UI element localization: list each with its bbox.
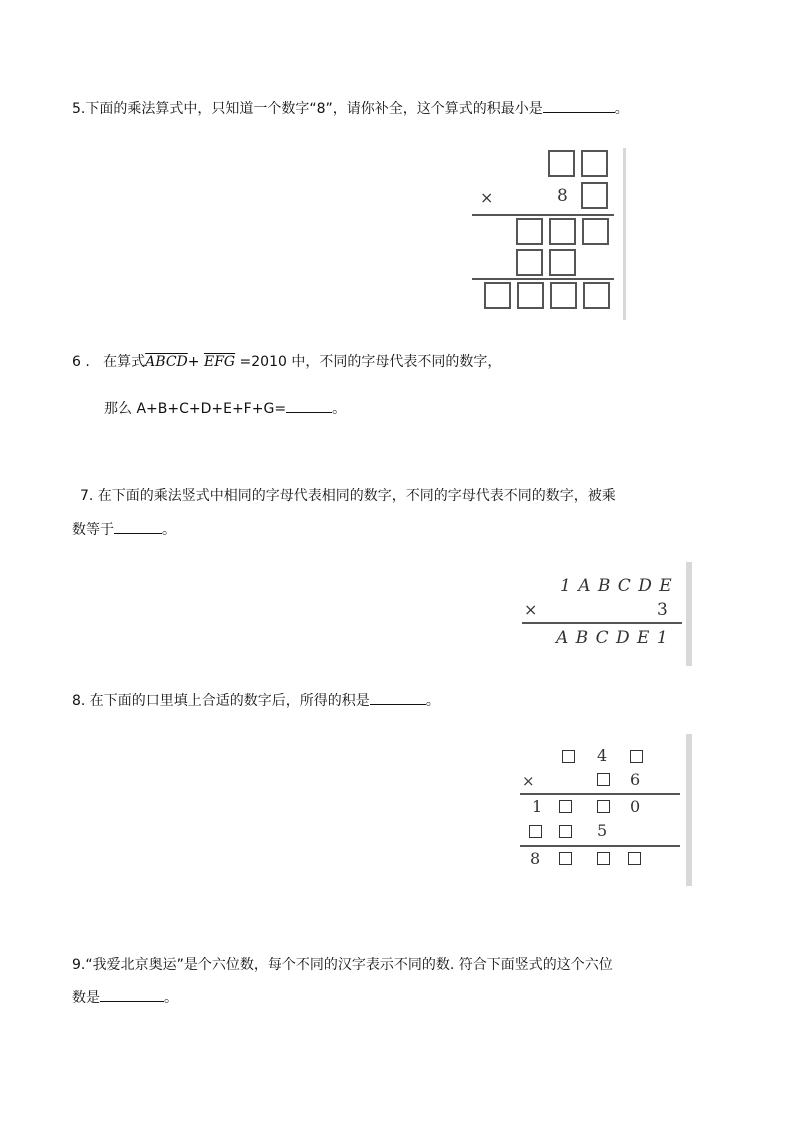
q5-box[interactable] [548,150,575,177]
q8-box[interactable] [559,852,572,865]
q8-digit-4: 4 [597,746,608,765]
q5-text [72,98,629,119]
q8-box[interactable] [597,773,610,786]
q8-box[interactable] [559,825,572,838]
q5-end: 。 [614,101,629,117]
q6-abcd-overline: ABCD [145,354,188,370]
q8-box[interactable] [529,825,542,838]
q5-question: 5.下面的乘法算式中，只知道一个数字“8”，请你补全，这个算式的积最小是 [72,101,543,117]
q7-scan-edge [686,562,692,666]
q8-digit-5: 5 [597,821,608,840]
q6-efg-overline: $\overline{EFG}$ [203,354,236,370]
q7-answer-blank[interactable] [114,519,162,534]
q6-number: 6 . [72,354,90,370]
q6-line2 [104,398,346,419]
q8-box[interactable] [597,852,610,865]
q5-box[interactable] [549,249,576,276]
q5-box[interactable] [484,282,511,309]
q7-rule [522,622,682,624]
q5-digit-8: 8 [557,186,568,206]
q5-times-sign: × [480,188,494,207]
q5-box[interactable] [583,282,610,309]
q9-end: 。 [164,990,178,1006]
q6-plus: + [187,354,200,370]
q7-question: 7. 在下面的乘法竖式中相同的字母代表相同的数字，不同的字母代表不同的数字，被乘 [80,488,616,504]
q5-box[interactable] [516,218,543,245]
q8-answer-blank[interactable] [370,690,426,705]
q8-scan-edge [686,734,692,886]
q7-figure [516,562,694,666]
q8-digit-1: 1 [532,797,543,816]
q9-question: 9.“我爱北京奥运”是个六位数，每个不同的汉字表示不同的数. 符合下面竖式的这个六位 [72,957,613,973]
q8-text [72,690,440,711]
q8-box[interactable] [562,750,575,763]
q7-times-sign: × [524,600,538,619]
q5-box[interactable] [517,282,544,309]
q5-box[interactable] [581,150,608,177]
q5-box[interactable] [516,249,543,276]
q8-end: 。 [425,693,440,709]
q6-sum-expression: 那么 A+B+C+D+E+F+G= [104,401,287,417]
q5-box[interactable] [582,218,609,245]
q6-end: 。 [332,401,347,417]
q8-box[interactable] [597,800,610,813]
q7-multiplier: 3 [657,600,668,620]
q7-question-cont: 数等于 [72,522,114,538]
q5-rule-2 [472,278,614,280]
q8-figure [512,734,694,886]
q7-end: 。 [162,522,176,538]
q8-digit-8: 8 [530,849,541,868]
q9-question-cont: 数是 [72,990,100,1006]
q6-answer-blank[interactable] [286,398,332,413]
q7-line1 [80,486,616,506]
q8-times-sign: × [522,772,535,790]
q9-line1 [72,955,613,975]
q6-pre: 在算式 [103,354,146,370]
q9-line2 [72,987,178,1008]
q7-line2 [72,519,176,540]
q8-rule-1 [520,793,680,795]
q5-rule-1 [472,214,614,216]
q8-box[interactable] [559,800,572,813]
q6-line1 [72,352,501,372]
q6-post: =2010 中，不同的字母代表不同的数字， [239,354,502,370]
q7-product: A B C D E 1 [556,628,669,648]
q5-box[interactable] [581,182,608,209]
q5-answer-blank[interactable] [543,98,615,113]
q8-question: 8. 在下面的口里填上合适的数字后，所得的积是 [72,693,370,709]
q7-multiplicand: 1 A B C D E [560,576,673,596]
q8-digit-0: 0 [630,797,641,816]
q5-box[interactable] [550,282,577,309]
q5-scan-edge [623,148,626,320]
q8-digit-6: 6 [630,770,641,789]
q9-answer-blank[interactable] [100,987,164,1002]
q5-figure [468,148,628,320]
q8-box[interactable] [630,750,643,763]
q8-box[interactable] [628,852,641,865]
q5-box[interactable] [549,218,576,245]
q8-rule-2 [520,845,680,847]
